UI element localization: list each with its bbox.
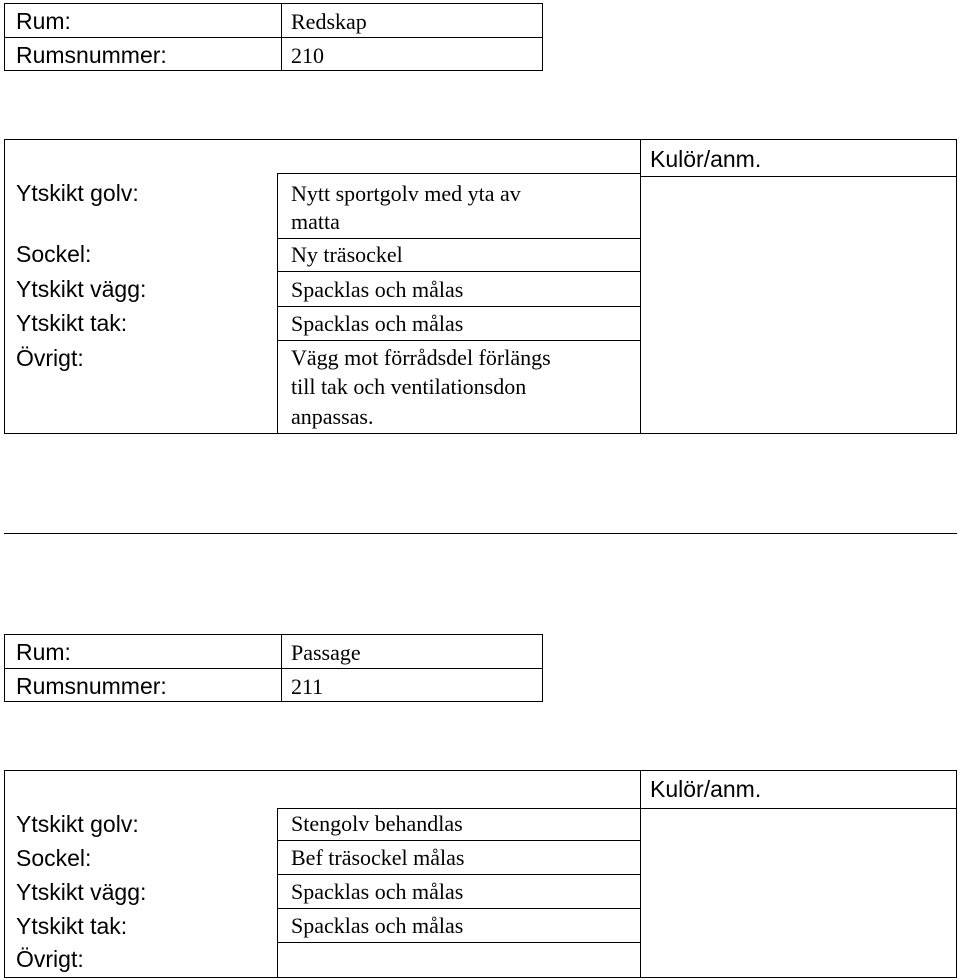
sockel-label: Sockel: — [16, 241, 92, 267]
rum-label: Rum: — [16, 8, 71, 34]
kulor-anm-heading: Kulör/anm. — [650, 776, 762, 802]
ytskikt-tak-value: Spacklas och målas — [291, 913, 464, 938]
ytskikt-tak-label: Ytskikt tak: — [16, 913, 128, 939]
row-divider — [277, 908, 640, 909]
room-details-table — [4, 770, 957, 978]
ovrigt-label: Övrigt: — [16, 345, 84, 371]
kulor-anm-heading: Kulör/anm. — [650, 146, 762, 172]
sockel-value: Ny träsockel — [291, 242, 403, 267]
ovrigt-value: Vägg mot förrådsdel förlängs — [291, 345, 551, 370]
row-divider — [277, 840, 640, 841]
column-divider — [640, 140, 641, 433]
column-divider — [277, 808, 278, 977]
row-divider — [277, 238, 640, 239]
ytskikt-golv-value: Nytt sportgolv med yta av — [291, 181, 521, 206]
ytskikt-golv-value-cont: matta — [291, 209, 340, 234]
rumsnummer-label: Rumsnummer: — [16, 673, 167, 699]
ytskikt-vagg-value: Spacklas och målas — [291, 879, 464, 904]
ytskikt-golv-label: Ytskikt golv: — [16, 811, 139, 837]
column-divider — [277, 173, 278, 433]
row-divider — [640, 808, 956, 809]
room-header-table — [4, 3, 543, 71]
sockel-label: Sockel: — [16, 845, 92, 871]
row-divider — [277, 874, 640, 875]
room-details-table — [4, 139, 957, 434]
row-divider — [277, 942, 640, 943]
row-divider — [5, 37, 542, 38]
rum-label: Rum: — [16, 639, 71, 665]
ytskikt-golv-value: Stengolv behandlas — [291, 811, 463, 836]
rum-value: Redskap — [291, 9, 367, 34]
rumsnummer-value: 211 — [291, 674, 324, 699]
row-divider — [277, 271, 640, 272]
ytskikt-tak-label: Ytskikt tak: — [16, 310, 128, 336]
room-header-table — [4, 634, 543, 702]
section-separator — [4, 533, 957, 534]
row-divider — [640, 176, 956, 177]
ovrigt-value-cont: till tak och ventilationsdon — [291, 374, 527, 399]
rumsnummer-label: Rumsnummer: — [16, 42, 167, 68]
ytskikt-tak-value: Spacklas och målas — [291, 311, 464, 336]
ytskikt-golv-label: Ytskikt golv: — [16, 180, 139, 206]
ytskikt-vagg-label: Ytskikt vägg: — [16, 276, 147, 302]
ytskikt-vagg-label: Ytskikt vägg: — [16, 879, 147, 905]
ytskikt-vagg-value: Spacklas och målas — [291, 277, 464, 302]
row-divider — [5, 668, 542, 669]
ovrigt-value-cont: anpassas. — [291, 404, 374, 429]
rumsnummer-value: 210 — [291, 43, 324, 68]
row-divider — [277, 808, 640, 809]
rum-value: Passage — [291, 640, 361, 665]
row-divider — [277, 173, 640, 174]
row-divider — [277, 306, 640, 307]
sockel-value: Bef träsockel målas — [291, 845, 465, 870]
column-divider — [640, 771, 641, 977]
ovrigt-label: Övrigt: — [16, 946, 84, 972]
row-divider — [277, 340, 640, 341]
